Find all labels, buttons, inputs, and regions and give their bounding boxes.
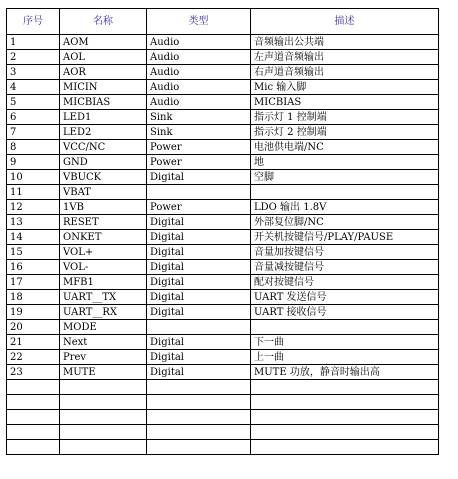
cell-type: Digital: [147, 290, 251, 305]
cell-num: 10: [7, 170, 60, 185]
cell-desc: Mic 输入脚: [251, 80, 439, 95]
table-row: [7, 365, 439, 380]
cell-type: Power: [147, 140, 251, 155]
table-row: [7, 50, 439, 65]
cell-type: [147, 320, 251, 335]
table-row: [7, 80, 439, 95]
cell-type: Digital: [147, 305, 251, 320]
cell-name: VCC/NC: [60, 140, 147, 155]
cell-desc: 上一曲: [251, 350, 439, 365]
table-row: [7, 95, 439, 110]
cell-num: 9: [7, 155, 60, 170]
cell-num: 16: [7, 260, 60, 275]
cell-num: [7, 380, 60, 395]
cell-desc: [251, 395, 439, 410]
cell-name: VBAT: [60, 185, 147, 200]
cell-desc: 下一曲: [251, 335, 439, 350]
cell-num: 6: [7, 110, 60, 125]
cell-desc: 空脚: [251, 170, 439, 185]
cell-num: 13: [7, 215, 60, 230]
cell-num: [7, 425, 60, 440]
cell-name: AOM: [60, 35, 147, 50]
cell-name: AOL: [60, 50, 147, 65]
cell-type: Digital: [147, 350, 251, 365]
cell-name: MICBIAS: [60, 95, 147, 110]
header-row: [7, 9, 439, 35]
table-row: [7, 290, 439, 305]
table-row: [7, 335, 439, 350]
cell-desc: 外部复位脚/NC: [251, 215, 439, 230]
cell-desc: LDO 输出 1.8V: [251, 200, 439, 215]
cell-type: Digital: [147, 365, 251, 380]
cell-num: 5: [7, 95, 60, 110]
cell-type: Digital: [147, 230, 251, 245]
cell-type: Digital: [147, 335, 251, 350]
cell-type: Digital: [147, 215, 251, 230]
cell-desc: 右声道音频输出: [251, 65, 439, 80]
table-row: [7, 320, 439, 335]
cell-name: MICIN: [60, 80, 147, 95]
table-row: [7, 185, 439, 200]
cell-name: RESET: [60, 215, 147, 230]
table-row: [7, 140, 439, 155]
cell-name: MFB1: [60, 275, 147, 290]
cell-num: 21: [7, 335, 60, 350]
table-row: [7, 65, 439, 80]
cell-num: 23: [7, 365, 60, 380]
cell-desc: [251, 380, 439, 395]
cell-num: 15: [7, 245, 60, 260]
cell-num: 17: [7, 275, 60, 290]
cell-desc: 地: [251, 155, 439, 170]
cell-desc: 音量加按键信号: [251, 245, 439, 260]
cell-desc: [251, 440, 439, 455]
cell-name: VBUCK: [60, 170, 147, 185]
cell-num: 19: [7, 305, 60, 320]
header-type: 类型: [147, 9, 251, 35]
cell-type: Audio: [147, 95, 251, 110]
cell-name: [60, 395, 147, 410]
table-row: [7, 440, 439, 455]
cell-name: MODE: [60, 320, 147, 335]
cell-type: [147, 425, 251, 440]
cell-desc: [251, 320, 439, 335]
cell-name: [60, 410, 147, 425]
cell-type: Sink: [147, 110, 251, 125]
cell-type: Audio: [147, 65, 251, 80]
cell-name: MUTE: [60, 365, 147, 380]
table-row: [7, 230, 439, 245]
cell-desc: UART 接收信号: [251, 305, 439, 320]
cell-type: Digital: [147, 260, 251, 275]
cell-name: VOL-: [60, 260, 147, 275]
cell-name: ONKET: [60, 230, 147, 245]
table-row: [7, 305, 439, 320]
cell-name: UART__RX: [60, 305, 147, 320]
cell-name: UART__TX: [60, 290, 147, 305]
cell-name: Next: [60, 335, 147, 350]
table-row: [7, 245, 439, 260]
cell-name: [60, 440, 147, 455]
cell-num: 1: [7, 35, 60, 50]
table-row: [7, 155, 439, 170]
cell-num: 3: [7, 65, 60, 80]
cell-desc: 左声道音频输出: [251, 50, 439, 65]
cell-type: Power: [147, 155, 251, 170]
table-row: [7, 275, 439, 290]
cell-num: 20: [7, 320, 60, 335]
cell-name: Prev: [60, 350, 147, 365]
cell-name: LED2: [60, 125, 147, 140]
cell-desc: 指示灯 1 控制端: [251, 110, 439, 125]
cell-desc: 音频输出公共端: [251, 35, 439, 50]
header-name: 名称: [60, 9, 147, 35]
cell-name: 1VB: [60, 200, 147, 215]
cell-type: Digital: [147, 170, 251, 185]
cell-type: Power: [147, 200, 251, 215]
pin-table-body: [7, 35, 439, 455]
cell-name: [60, 380, 147, 395]
cell-type: [147, 380, 251, 395]
cell-desc: 指示灯 2 控制端: [251, 125, 439, 140]
cell-num: 4: [7, 80, 60, 95]
table-row: [7, 110, 439, 125]
cell-name: VOL+: [60, 245, 147, 260]
cell-num: 12: [7, 200, 60, 215]
header-desc: 描述: [251, 9, 439, 35]
cell-num: [7, 395, 60, 410]
header-num: 序号: [7, 9, 60, 35]
cell-type: [147, 440, 251, 455]
table-row: [7, 395, 439, 410]
cell-desc: MICBIAS: [251, 95, 439, 110]
cell-type: Digital: [147, 245, 251, 260]
table-row: [7, 200, 439, 215]
cell-num: 8: [7, 140, 60, 155]
cell-num: 11: [7, 185, 60, 200]
table-row: [7, 380, 439, 395]
cell-desc: [251, 185, 439, 200]
cell-desc: [251, 425, 439, 440]
cell-desc: 电池供电端/NC: [251, 140, 439, 155]
cell-num: 18: [7, 290, 60, 305]
table-row: [7, 260, 439, 275]
cell-desc: 配对按键信号: [251, 275, 439, 290]
cell-desc: 开关机按键信号/PLAY/PAUSE: [251, 230, 439, 245]
cell-type: Audio: [147, 50, 251, 65]
table-row: [7, 125, 439, 140]
cell-type: Sink: [147, 125, 251, 140]
cell-type: Audio: [147, 80, 251, 95]
pin-table: [6, 8, 439, 455]
cell-desc: [251, 410, 439, 425]
table-row: [7, 35, 439, 50]
cell-name: AOR: [60, 65, 147, 80]
cell-type: [147, 410, 251, 425]
table-row: [7, 170, 439, 185]
cell-desc: MUTE 功放，静音时输出高: [251, 365, 439, 380]
cell-type: Audio: [147, 35, 251, 50]
table-row: [7, 425, 439, 440]
cell-num: 2: [7, 50, 60, 65]
cell-num: 22: [7, 350, 60, 365]
cell-num: 14: [7, 230, 60, 245]
cell-name: GND: [60, 155, 147, 170]
cell-num: [7, 410, 60, 425]
cell-desc: UART 发送信号: [251, 290, 439, 305]
cell-name: LED1: [60, 110, 147, 125]
table-row: [7, 410, 439, 425]
table-row: [7, 350, 439, 365]
cell-num: 7: [7, 125, 60, 140]
pin-table-header: [7, 9, 439, 35]
cell-type: [147, 185, 251, 200]
cell-name: [60, 425, 147, 440]
cell-desc: 音量减按键信号: [251, 260, 439, 275]
table-row: [7, 215, 439, 230]
cell-type: [147, 395, 251, 410]
cell-num: [7, 440, 60, 455]
cell-type: Digital: [147, 275, 251, 290]
